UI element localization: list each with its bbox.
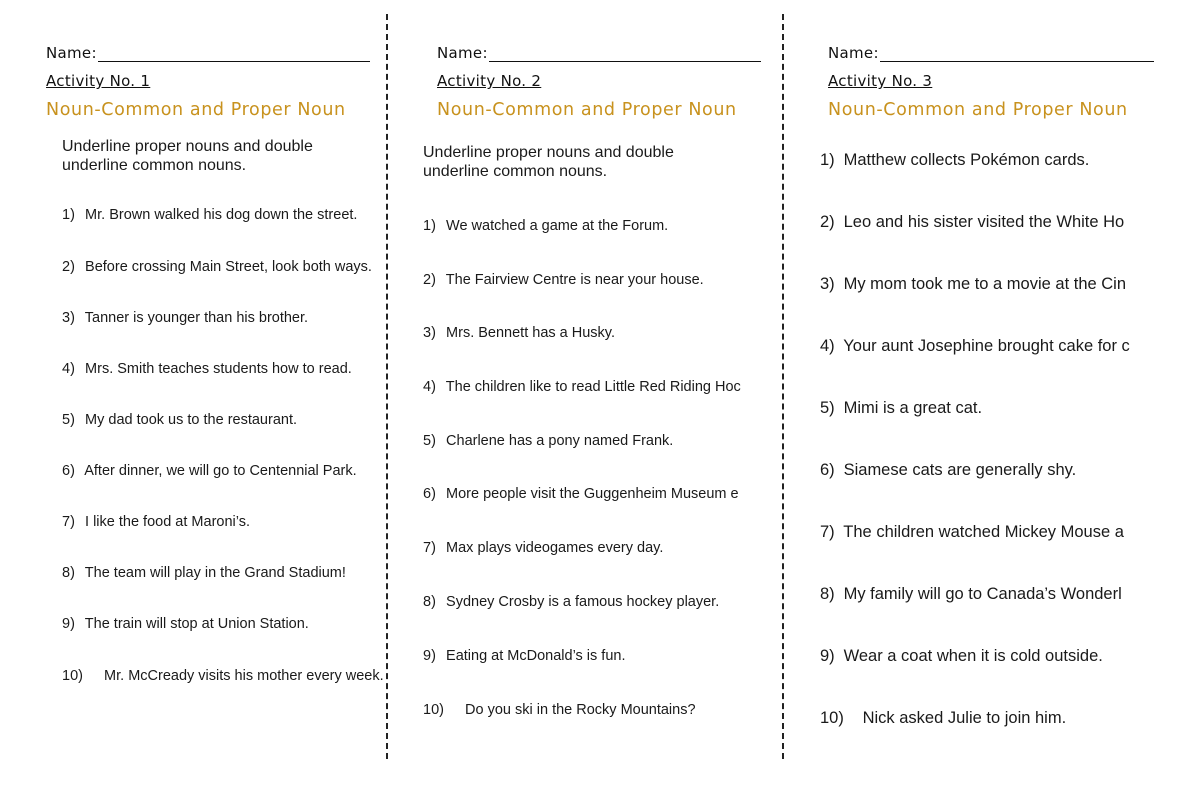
question-item [62, 207, 357, 223]
question-number: 8) [62, 565, 75, 581]
question-item [62, 361, 352, 377]
instructions-line: underline common nouns. [62, 157, 247, 174]
worksheet-heading: Noun-Common and Proper Noun [46, 100, 346, 120]
question-text: After dinner, we will go to Centennial Park. [84, 463, 357, 479]
column-divider [782, 14, 784, 759]
question-number: 8) [423, 594, 436, 610]
question-text: The Fairview Centre is near your house. [445, 272, 704, 288]
question-number: 5) [423, 433, 436, 449]
name-blank[interactable] [98, 45, 370, 62]
activity-title: Activity No. 3 [828, 72, 933, 90]
question-number: 9) [423, 648, 436, 664]
name-field [828, 44, 1154, 62]
activity-3-column [820, 0, 1148, 785]
column-divider [386, 14, 388, 759]
name-field [437, 44, 761, 62]
question-text: Matthew collects Pokémon cards. [843, 151, 1090, 169]
question-number: 5) [820, 399, 835, 417]
activity-2-column [423, 0, 759, 785]
question-item [423, 218, 668, 234]
question-text: The team will play in the Grand Stadium! [84, 565, 346, 581]
question-number: 4) [423, 379, 436, 395]
question-item [820, 399, 982, 418]
question-item [820, 213, 1124, 232]
question-number: 6) [820, 461, 835, 479]
question-text: Sydney Crosby is a famous hockey player. [446, 594, 720, 610]
question-text: Mrs. Bennett has a Husky. [446, 325, 615, 341]
question-number: 7) [820, 523, 835, 541]
name-blank[interactable] [489, 45, 761, 62]
question-number: 6) [423, 486, 436, 502]
question-number: 10) [62, 668, 83, 684]
question-item [62, 259, 372, 275]
question-text: Mr. Brown walked his dog down the street. [85, 207, 358, 223]
question-number: 4) [820, 337, 835, 355]
question-item [820, 461, 1076, 480]
question-text: My mom took me to a movie at the Cin [843, 275, 1127, 293]
question-item [423, 648, 626, 664]
question-text: Siamese cats are generally shy. [843, 461, 1077, 479]
name-label: Name: [46, 44, 97, 62]
question-text: Your aunt Josephine brought cake for c [843, 337, 1130, 355]
question-item [820, 585, 1122, 604]
question-text: My dad took us to the restaurant. [85, 412, 298, 428]
question-number: 2) [62, 259, 75, 275]
question-number: 9) [820, 647, 835, 665]
question-number: 1) [423, 218, 436, 234]
question-text: Tanner is younger than his brother. [84, 310, 309, 326]
question-number: 3) [62, 310, 75, 326]
question-text: My family will go to Canada’s Wonderl [843, 585, 1122, 603]
activity-title: Activity No. 1 [46, 72, 151, 90]
question-item [820, 523, 1124, 542]
question-number: 1) [820, 151, 835, 169]
question-text: Do you ski in the Rocky Mountains? [465, 702, 696, 718]
question-text: Mr. McCready visits his mother every week. [104, 668, 384, 684]
question-number: 7) [423, 540, 436, 556]
activity-1-column [46, 0, 384, 785]
question-item [820, 151, 1089, 170]
question-text: Eating at McDonald’s is fun. [446, 648, 626, 664]
question-item [62, 616, 309, 632]
name-label: Name: [437, 44, 488, 62]
question-text: Leo and his sister visited the White Ho [843, 213, 1125, 231]
question-text: Charlene has a pony named Frank. [446, 433, 674, 449]
question-text: More people visit the Guggenheim Museum e [446, 486, 739, 502]
question-number: 10) [820, 709, 844, 727]
question-number: 6) [62, 463, 75, 479]
question-number: 1) [62, 207, 75, 223]
question-text: I like the food at Maroni’s. [85, 514, 250, 530]
question-text: Before crossing Main Street, look both ways. [85, 259, 372, 275]
question-number: 3) [423, 325, 436, 341]
question-text: The train will stop at Union Station. [84, 616, 309, 632]
question-item [423, 486, 739, 502]
name-blank[interactable] [880, 45, 1154, 62]
question-item [62, 310, 308, 326]
question-text: We watched a game at the Forum. [446, 218, 669, 234]
question-item [423, 433, 673, 449]
question-item [820, 647, 1103, 666]
question-item [423, 379, 741, 395]
name-field [46, 44, 370, 62]
instructions-line: Underline proper nouns and double [62, 138, 313, 155]
question-item [423, 702, 696, 718]
question-text: The children like to read Little Red Riding Hoc [445, 379, 741, 395]
question-item [62, 565, 346, 581]
worksheet-heading: Noun-Common and Proper Noun [828, 100, 1128, 120]
question-item [820, 709, 1066, 728]
question-item [820, 275, 1126, 294]
question-text: Mrs. Smith teaches students how to read. [85, 361, 352, 377]
instructions-line: underline common nouns. [423, 163, 608, 180]
question-text: Wear a coat when it is cold outside. [843, 647, 1103, 665]
question-text: The children watched Mickey Mouse a [843, 523, 1124, 541]
question-number: 2) [423, 272, 436, 288]
question-number: 4) [62, 361, 75, 377]
question-number: 10) [423, 702, 444, 718]
question-item [62, 463, 357, 479]
question-number: 7) [62, 514, 75, 530]
question-item [423, 594, 719, 610]
question-item [62, 412, 297, 428]
question-item [423, 325, 615, 341]
question-number: 3) [820, 275, 835, 293]
question-number: 9) [62, 616, 75, 632]
question-number: 5) [62, 412, 75, 428]
question-number: 8) [820, 585, 835, 603]
name-label: Name: [828, 44, 879, 62]
question-text: Nick asked Julie to join him. [862, 709, 1067, 727]
question-text: Max plays videogames every day. [446, 540, 664, 556]
question-item [62, 514, 250, 530]
instructions-line: Underline proper nouns and double [423, 144, 674, 161]
question-item [820, 337, 1130, 356]
question-item [423, 272, 704, 288]
worksheet-heading: Noun-Common and Proper Noun [437, 100, 737, 120]
question-item [423, 540, 663, 556]
question-item [62, 668, 384, 684]
question-text: Mimi is a great cat. [843, 399, 983, 417]
question-number: 2) [820, 213, 835, 231]
activity-title: Activity No. 2 [437, 72, 542, 90]
